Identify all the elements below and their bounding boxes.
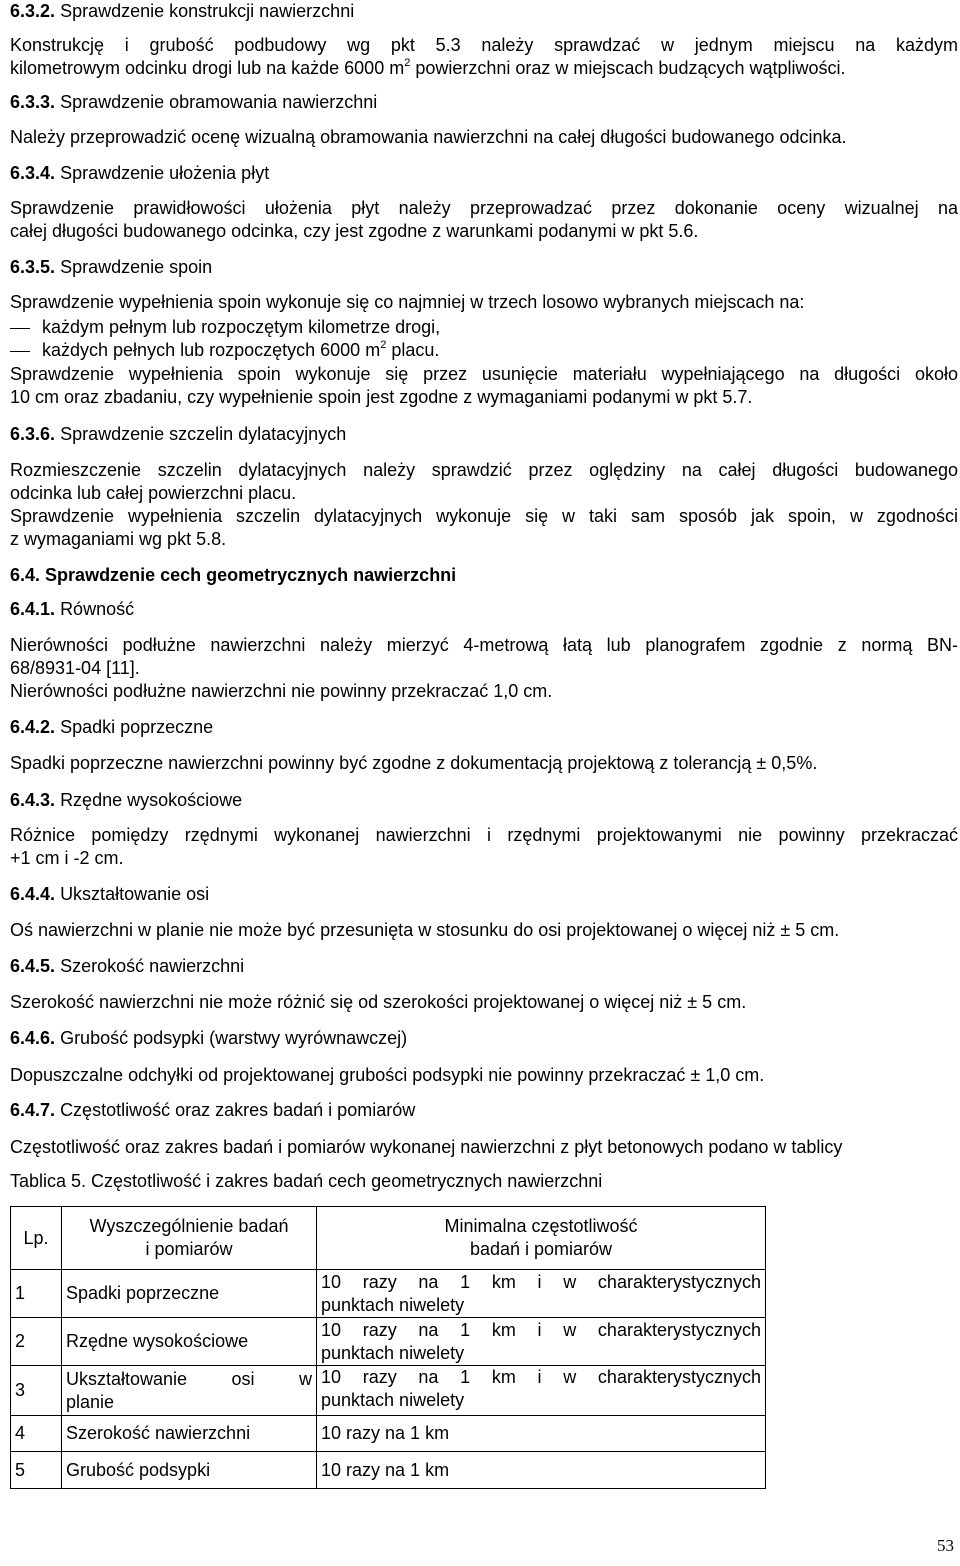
list-item: każdych pełnych lub rozpoczętych 6000 $m^2$ placu. [10,339,439,362]
dash-icon [10,328,30,329]
section-heading-6-4-4: 6.4.4. Ukształtowanie osi [10,884,210,904]
section-heading-6-4-5: 6.4.5. Szerokość nawierzchni [10,956,245,976]
section-heading-6-4-7: 6.4.7. Częstotliwość oraz zakres badań i pomiarów [10,1100,416,1120]
list-item: każdym pełnym lub rozpoczętym kilometrze drogi, [10,316,440,339]
section-heading-6-3-6: 6.3.6. Sprawdzenie szczelin dylatacyjnych [10,424,347,444]
section-heading-6-4-2: 6.4.2. Spadki poprzeczne [10,717,214,737]
column-header-name: Wyszczególnienie badań i pomiarów [62,1207,317,1270]
frequency-table [10,1206,766,1489]
page-number: 53 [937,1536,954,1555]
paragraph-6-3-2: Konstrukcję i grubość podbudowy wg pkt 5.3 należy sprawdzać w jednym miejscu na każdym kilometrowym odcinku drogi lub na każde 6000 $m^2$ powierzchni oraz w miejscach budzących wątpliwości. [10,35,958,78]
paragraph-6-3-5: Sprawdzenie wypełnienia spoin wykonuje się przez usunięcie materiału wypełniającego na długości około 10 cm oraz zbadaniu, czy wypełnienie spoin jest zgodne z wymaganiami podanymi w pkt 5.7. [10,364,958,407]
table-row: 1 Spadki poprzeczne 10 razy na 1 km i w charakterystycznych punktach niwelety [11,1270,766,1318]
table-row: 5 Grubość podsypki 10 razy na 1 km [11,1452,766,1489]
section-heading-6-4-6: 6.4.6. Grubość podsypki (warstwy wyrównawczej) [10,1028,408,1048]
paragraph-6-3-6: Rozmieszczenie szczelin dylatacyjnych należy sprawdzić przez oględziny na całej długości budowanego odcinka lub całej powierzchni placu. Sprawdzenie wypełnienia szczelin dylatacyjnych wykonuje się w taki sam sposób jak spoin, w zgodności z wymaganiami wg pkt 5.8. [10,460,958,549]
column-header-frequency: Minimalna częstotliwość badań i pomiarów [317,1207,766,1270]
section-heading-6-3-4: 6.3.4. Sprawdzenie ułożenia płyt [10,163,270,183]
table-row: 3 Ukształtowanie osi w planie 10 razy na 1 km i w charakterystycznych punktach niwelety [11,1366,766,1416]
table-caption: Tablica 5. Częstotliwość i zakres badań cech geometrycznych nawierzchni [10,1171,603,1191]
section-heading-6-4: 6.4. Sprawdzenie cech geometrycznych nawierzchni [10,565,457,585]
paragraph-6-4-3: Różnice pomiędzy rzędnymi wykonanej nawierzchni i rzędnymi projektowanymi nie powinny przekraczać +1 cm i -2 cm. [10,825,958,868]
paragraph-6-3-3: Należy przeprowadzić ocenę wizualną obramowania nawierzchni na całej długości budowanego odcinka. [10,127,847,147]
section-heading-6-4-3: 6.4.3. Rzędne wysokościowe [10,790,243,810]
section-heading-6-4-1: 6.4.1. Równość [10,599,135,619]
dash-icon [10,351,30,352]
table-row: 4 Szerokość nawierzchni 10 razy na 1 km [11,1416,766,1452]
section-heading-6-3-2: 6.3.2. Sprawdzenie konstrukcji nawierzchni [10,1,355,21]
paragraph-6-4-4: Oś nawierzchni w planie nie może być przesunięta w stosunku do osi projektowanej o więcej niż ± 5 cm. [10,920,840,940]
section-heading-6-3-5: 6.3.5. Sprawdzenie spoin [10,257,213,277]
table-row: 2 Rzędne wysokościowe 10 razy na 1 km i w charakterystycznych punktach niwelety [11,1318,766,1366]
paragraph-6-3-5-intro: Sprawdzenie wypełnienia spoin wykonuje się co najmniej w trzech losowo wybranych miejscach na: [10,292,805,312]
table-header-row [11,1207,766,1270]
paragraph-6-4-6: Dopuszczalne odchyłki od projektowanej grubości podsypki nie powinny przekraczać ± 1,0 cm. [10,1065,765,1085]
column-header-lp: Lp. [11,1207,62,1270]
paragraph-6-3-4: Sprawdzenie prawidłowości ułożenia płyt należy przeprowadzać przez dokonanie oceny wizualnej na całej długości budowanego odcinka, czy jest zgodne z warunkami podanymi w pkt 5.6. [10,198,958,241]
paragraph-6-4-1: Nierówności podłużne nawierzchni należy mierzyć 4-metrową łatą lub planografem zgodnie z normą BN- 68/8931-04 [11]. Nierówności podłużne nawierzchni nie powinny przekraczać 1,0 cm. [10,635,958,701]
paragraph-6-4-2: Spadki poprzeczne nawierzchni powinny być zgodne z dokumentacją projektową z tolerancją ± 0,5%. [10,753,818,773]
section-heading-6-3-3: 6.3.3. Sprawdzenie obramowania nawierzchni [10,92,378,112]
paragraph-6-4-5: Szerokość nawierzchni nie może różnić się od szerokości projektowanej o więcej niż ± 5 cm. [10,992,747,1012]
paragraph-6-4-7: Częstotliwość oraz zakres badań i pomiarów wykonanej nawierzchni z płyt betonowych podano w tablicy [10,1137,843,1157]
